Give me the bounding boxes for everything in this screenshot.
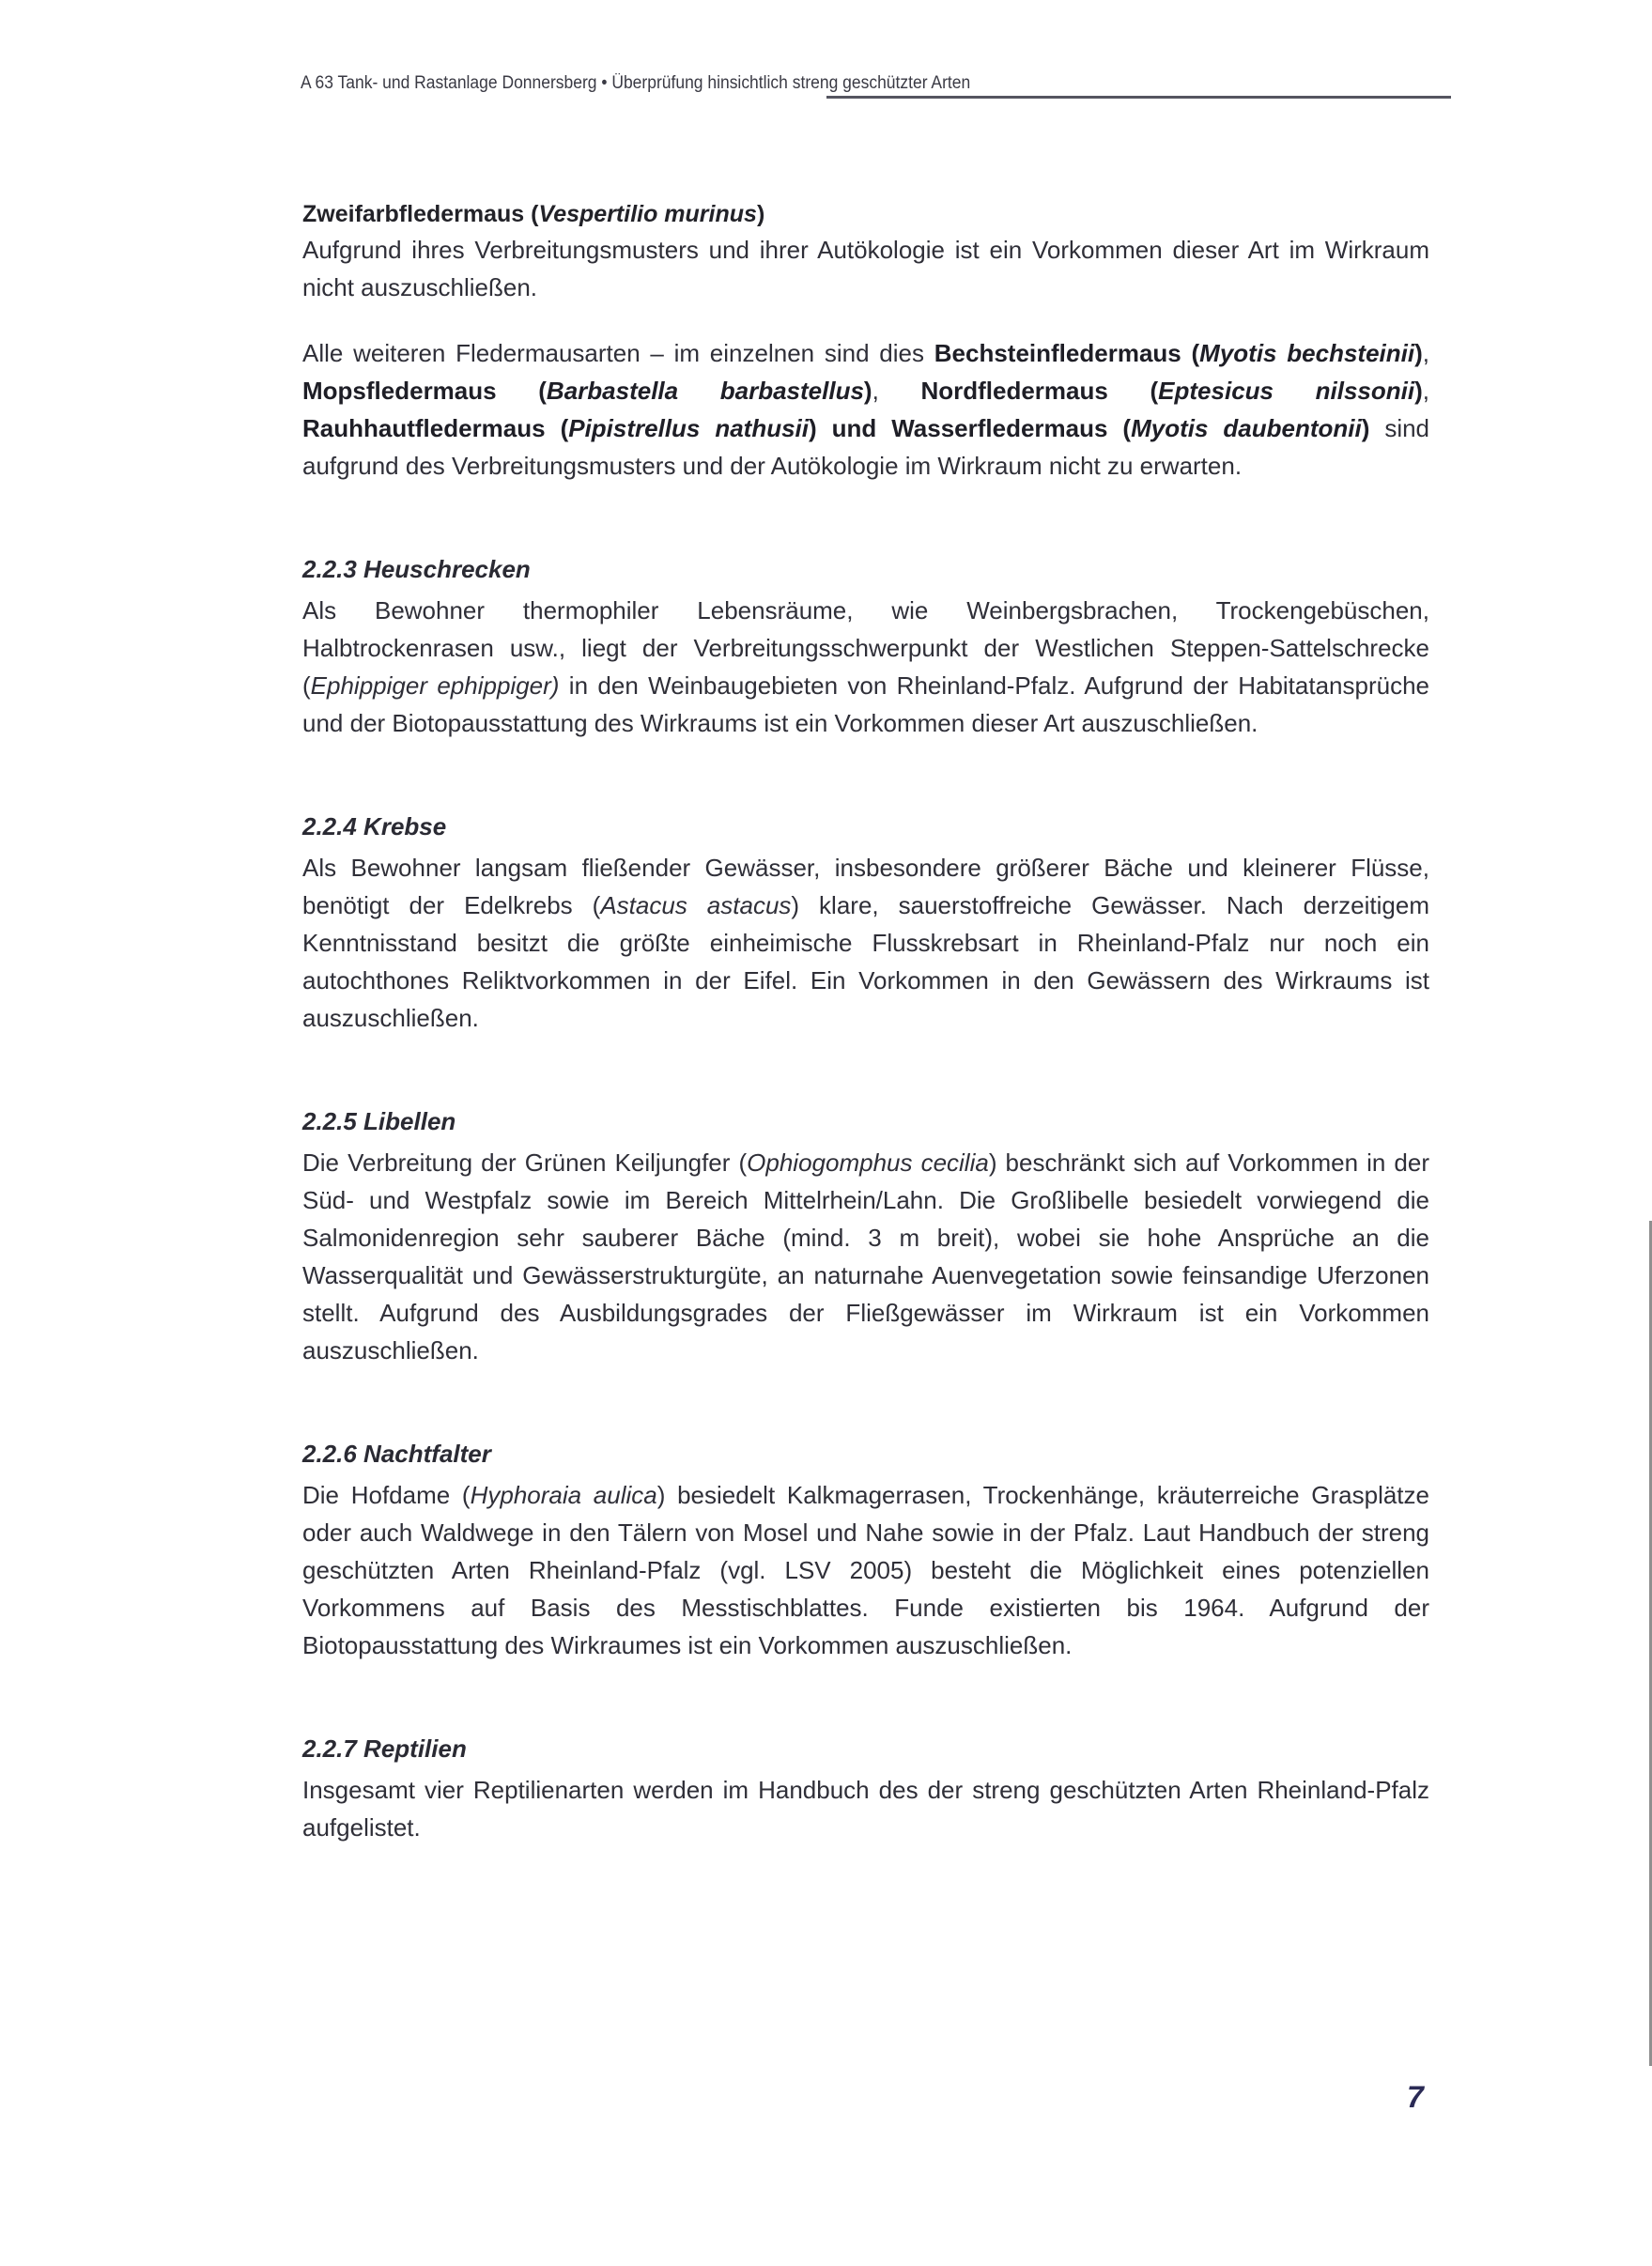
species-zweifarbfledermaus	[302, 197, 1429, 306]
bat-name: Rauhhautfledermaus	[302, 414, 546, 442]
bat-latin: Myotis daubentonii	[1131, 414, 1362, 442]
section-paragraph: Als Bewohner langsam fließender Gewässer, insbesondere größerer Bäche und kleinerer Flüsse, benötigt der Edelkrebs (Astacus astacus) klare, sauerstoffreiche Gewässer. Nach derzeitigem Kenntnisstand besitzt die größte einheimische Flusskrebsart in Rheinland-Pfalz nur noch ein autochthones Reliktvorkommen in der Eifel. Ein Vorkommen in den Gewässern des Wirkraums ist auszuschließen.	[302, 854, 1429, 1032]
bat-latin: Myotis bechsteinii	[1199, 339, 1415, 367]
bat-latin: Barbastella barbastellus	[546, 377, 864, 405]
section-paragraph: Die Hofdame (Hyphoraia aulica) besiedelt Kalkmagerrasen, Trockenhänge, kräuterreiche Grasplätze oder auch Waldwege in den Tälern von Mosel und Nahe sowie in der Pfalz. Laut Handbuch der streng geschützten Arten Rheinland-Pfalz (vgl. LSV 2005) besteht die Möglichkeit eines potenziellen Vorkommens auf Basis des Messtischblattes. Funde existierten bis 1964. Aufgrund der Biotopausstattung des Wirkraumes ist ein Vorkommen auszuschließen.	[302, 1481, 1429, 1659]
page-number: 7	[1407, 2080, 1424, 2114]
section-title: 2.2.3 Heuschrecken	[302, 555, 531, 583]
species-name: Zweifarbfledermaus	[302, 201, 525, 227]
connector-text: und	[816, 414, 892, 442]
section-nachtfalter	[302, 1435, 1429, 1664]
section-krebse	[302, 808, 1429, 1037]
species-latin: Vespertilio murinus	[538, 201, 757, 227]
latin-name: Astacus astacus	[600, 891, 792, 919]
section-paragraph: Insgesamt vier Reptilienarten werden im Handbuch des der streng geschützten Arten Rheinland-Pfalz aufgelistet.	[302, 1776, 1429, 1842]
outro-text: sind aufgrund des Verbreitungsmusters und der Autökologie im Wirkraum nicht zu erwarten.	[302, 414, 1430, 480]
bat-latin: Eptesicus nilssonii	[1158, 377, 1415, 405]
bat-name: Nordfledermaus	[920, 377, 1108, 405]
other-bats-paragraph: Alle weiteren Fledermausarten – im einzelnen sind dies Bechsteinfledermaus (Myotis bechsteinii), Mopsfledermaus (Barbastella barbastellus), Nordfledermaus (Eptesicus nilssonii), Rauhhautfledermaus (Pipistrellus nathusii) und Wasserfledermaus (Myotis daubentonii) sind aufgrund des Verbreitungsmusters und der Autökologie im Wirkraum nicht zu erwarten.	[302, 339, 1430, 480]
header-title: A 63 Tank- und Rastanlage Donnersberg • Überprüfung hinsichtlich streng geschützter Arten	[301, 73, 971, 93]
section-title: 2.2.6 Nachtfalter	[302, 1440, 491, 1468]
latin-name: Hyphoraia aulica	[470, 1481, 657, 1509]
document-body	[302, 197, 1429, 1846]
section-title: 2.2.5 Libellen	[302, 1107, 456, 1135]
latin-name: Ephippiger ephippiger)	[310, 671, 560, 700]
intro-text: Alle weiteren Fledermausarten – im einzelnen sind dies	[302, 339, 934, 367]
bat-name: Mopsfledermaus	[302, 377, 497, 405]
species-heading: Zweifarbfledermaus (Vespertilio murinus)	[302, 201, 765, 227]
species-paragraph: Aufgrund ihres Verbreitungsmusters und ihrer Autökologie ist ein Vorkommen dieser Art im Wirkraum nicht auszuschließen.	[302, 236, 1429, 301]
section-libellen	[302, 1102, 1429, 1369]
bat-latin: Pipistrellus nathusii	[568, 414, 809, 442]
bat-name: Wasserfledermaus	[891, 414, 1108, 442]
latin-name: Ophiogomphus cecilia	[747, 1148, 989, 1177]
header-rule	[826, 96, 1451, 99]
section-paragraph: Die Verbreitung der Grünen Keiljungfer (Ophiogomphus cecilia) beschränkt sich auf Vorkommen in der Süd- und Westpfalz sowie im Bereich Mittelrhein/Lahn. Die Großlibelle besiedelt vorwiegend die Salmonidenregion sehr sauberer Bäche (mind. 3 m breit), wobei sie hohe Ansprüche an die Wasserqualität und Gewässerstrukturgüte, an naturnahe Auenvegetation sowie feinsandige Uferzonen stellt. Aufgrund des Ausbildungsgrades der Fließgewässer im Wirkraum ist ein Vorkommen auszuschließen.	[302, 1148, 1429, 1364]
section-title: 2.2.7 Reptilien	[302, 1734, 467, 1763]
bat-name: Bechsteinfledermaus	[934, 339, 1181, 367]
page-header	[301, 68, 1451, 105]
section-title: 2.2.4 Krebse	[302, 812, 447, 840]
section-reptilien	[302, 1730, 1429, 1846]
section-heuschrecken	[302, 550, 1429, 742]
section-paragraph: Als Bewohner thermophiler Lebensräume, wie Weinbergsbrachen, Trockengebüschen, Halbtrockenrasen usw., liegt der Verbreitungsschwerpunkt der Westlichen Steppen-Sattelschrecke (Ephippiger ephippiger) in den Weinbaugebieten von Rheinland-Pfalz. Aufgrund der Habitatansprüche und der Biotopausstattung des Wirkraums ist ein Vorkommen dieser Art auszuschließen.	[302, 596, 1430, 737]
